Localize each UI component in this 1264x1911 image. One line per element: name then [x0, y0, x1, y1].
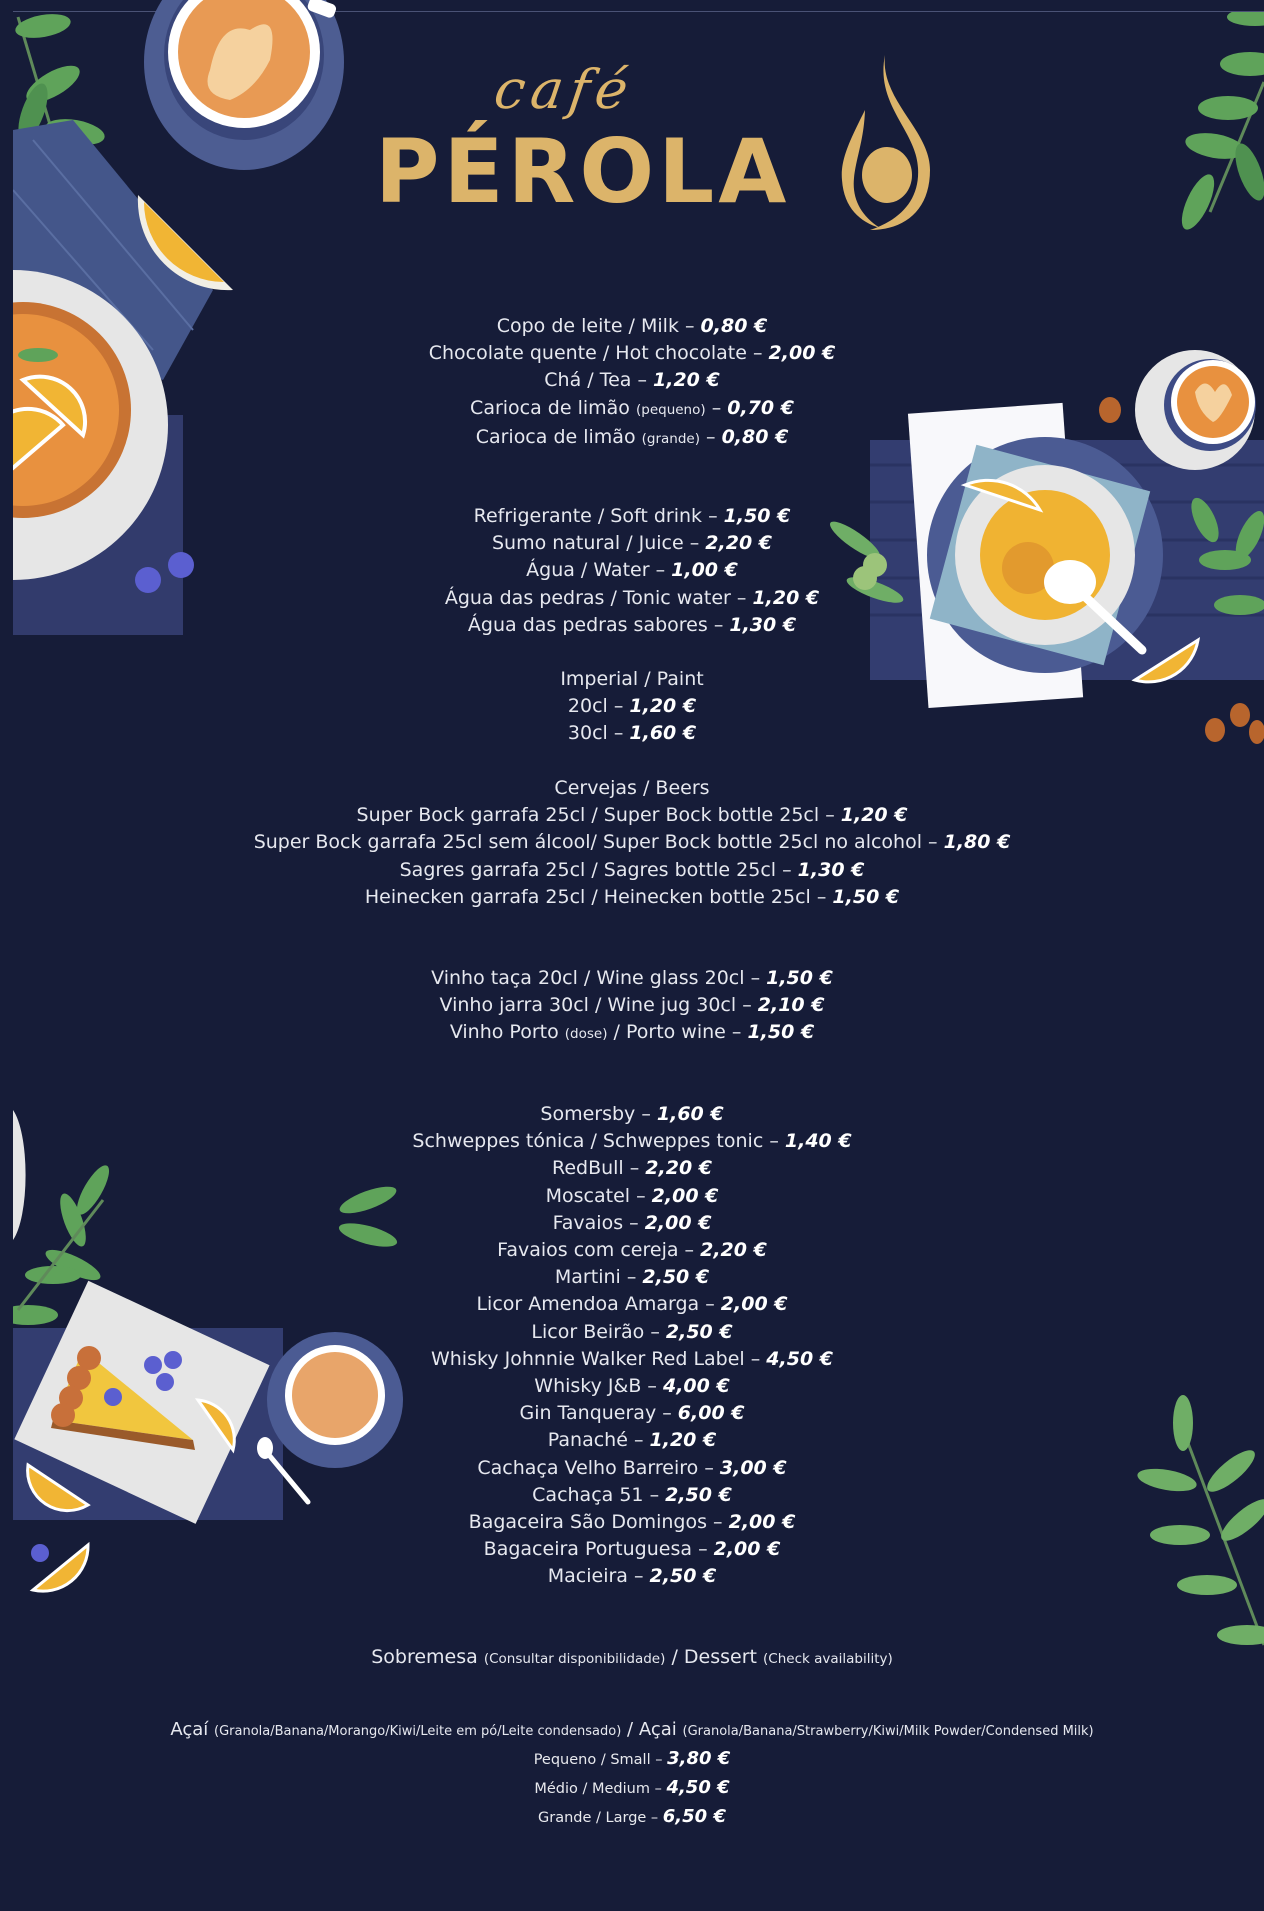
item-price: 1,00 €: [671, 559, 738, 582]
acai-title: Açaí (Granola/Banana/Morango/Kiwi/Leite em pó/Leite condensado) / Açai (Granola/Banana/Strawberry/Kiwi/Milk Powder/Condensed Milk): [170, 1719, 1094, 1740]
menu-item: Bagaceira Portuguesa – 2,00 €: [483, 1538, 781, 1561]
item-price: 1,60 €: [656, 1103, 724, 1125]
item-price: 2,00 €: [651, 1184, 719, 1207]
item-price: 1,20 €: [649, 1429, 717, 1452]
item-price: 2,00 €: [720, 1293, 788, 1316]
pearl-drop-icon: [830, 50, 940, 240]
menu-item: Carioca de limão (pequeno) – 0,70 €: [470, 396, 794, 419]
menu-item: Whisky J&B – 4,00 €: [534, 1375, 730, 1398]
item-price: 1,50 €: [832, 885, 900, 908]
item-price: 0,70 €: [727, 396, 794, 419]
dessert-line: Sobremesa (Consultar disponibilidade) / Dessert (Check availability): [371, 1646, 893, 1668]
item-price: 2,10 €: [757, 994, 825, 1017]
section-dessert: [0, 1644, 1264, 1673]
section-soft-drinks: [0, 503, 1264, 639]
item-price: 2,50 €: [642, 1266, 710, 1289]
item-price: 2,20 €: [705, 532, 773, 555]
menu-item: Super Bock garrafa 25cl sem álcool/ Super Bock bottle 25cl no alcohol – 1,80 €: [253, 831, 1011, 854]
cafe-perola-logo: [375, 50, 945, 240]
menu-item: Super Bock garrafa 25cl / Super Bock bottle 25cl – 1,20 €: [356, 804, 908, 827]
menu-item: Licor Beirão – 2,50 €: [531, 1320, 733, 1343]
section-beers: [0, 775, 1264, 911]
menu-item: Cachaça 51 – 2,50 €: [532, 1483, 732, 1506]
item-price: 1,30 €: [729, 613, 797, 636]
item-price: 0,80 €: [721, 425, 789, 448]
item-price: 2,00 €: [728, 1511, 796, 1534]
menu-item: Vinho Porto (dose) / Porto wine – 1,50 €: [449, 1021, 815, 1044]
menu-item: Somersby – 1,60 €: [540, 1103, 724, 1125]
item-price: 1,50 €: [747, 1021, 815, 1044]
menu-item: Panaché – 1,20 €: [547, 1429, 717, 1452]
item-price: 2,50 €: [649, 1565, 717, 1588]
section-draft-beer: [0, 666, 1264, 748]
menu-item: Licor Amendoa Amarga – 2,00 €: [476, 1293, 788, 1316]
leaf-branch-top-right-icon: [1170, 12, 1264, 232]
menu-item: Chocolate quente / Hot chocolate – 2,00 €: [428, 342, 836, 365]
menu-item: Schweppes tónica / Schweppes tonic – 1,40 €: [412, 1130, 852, 1153]
item-price: 2,20 €: [700, 1239, 767, 1262]
item-price: 1,50 €: [723, 505, 791, 527]
item-price: 1,20 €: [653, 369, 720, 392]
item-price: 2,50 €: [665, 1320, 733, 1343]
latte-cup-icon: [140, 0, 350, 175]
menu-item: Macieira – 2,50 €: [547, 1565, 717, 1588]
menu-item: 30cl – 1,60 €: [567, 722, 697, 745]
item-price: 6,50 €: [662, 1806, 726, 1827]
menu-item: Refrigerante / Soft drink – 1,50 €: [473, 505, 791, 527]
item-price: 1,20 €: [629, 695, 697, 718]
menu-item: Vinho taça 20cl / Wine glass 20cl – 1,50 €: [431, 967, 833, 989]
menu-item: Whisky Johnnie Walker Red Label – 4,50 €: [430, 1347, 834, 1370]
item-price: 0,80 €: [700, 315, 768, 337]
menu-item: Favaios – 2,00 €: [552, 1211, 712, 1234]
menu-item: Chá / Tea – 1,20 €: [544, 369, 720, 392]
menu-item: Água das pedras / Tonic water – 1,20 €: [444, 586, 820, 609]
logo-script-text: café: [490, 58, 638, 121]
acai-size-item: Pequeno / Small – 3,80 €: [533, 1748, 731, 1769]
item-price: 2,20 €: [645, 1157, 713, 1180]
menu-item: 20cl – 1,20 €: [567, 695, 697, 718]
acai-size-item: Médio / Medium – 4,50 €: [534, 1777, 730, 1798]
menu-item: Vinho jarra 30cl / Wine jug 30cl – 2,10 €: [439, 994, 825, 1017]
item-price: 3,80 €: [667, 1748, 731, 1769]
item-price: 1,80 €: [943, 831, 1011, 854]
item-price: 2,00 €: [713, 1538, 781, 1561]
menu-item: Heinecken garrafa 25cl / Heinecken bottle 25cl – 1,50 €: [364, 885, 900, 908]
item-price: 4,50 €: [766, 1347, 834, 1370]
menu-item: Moscatel – 2,00 €: [545, 1184, 719, 1207]
item-price: 6,00 €: [677, 1402, 745, 1425]
item-price: 4,00 €: [662, 1375, 730, 1398]
section-wine: [0, 965, 1264, 1049]
item-price: 1,20 €: [840, 804, 908, 827]
menu-item: Sagres garrafa 25cl / Sagres bottle 25cl – 1,30 €: [399, 858, 865, 881]
menu-item: Copo de leite / Milk – 0,80 €: [496, 315, 768, 337]
item-price: 2,00 €: [768, 342, 836, 365]
item-price: 1,40 €: [784, 1130, 852, 1153]
section-title: Imperial / Paint: [560, 668, 704, 690]
menu-item: Bagaceira São Domingos – 2,00 €: [468, 1511, 796, 1534]
menu-item: Água das pedras sabores – 1,30 €: [467, 613, 797, 636]
item-price: 3,00 €: [719, 1456, 787, 1479]
menu-item: Sumo natural / Juice – 2,20 €: [491, 532, 773, 555]
item-price: 1,50 €: [766, 967, 833, 989]
item-price: 4,50 €: [666, 1777, 730, 1798]
section-acai: [0, 1717, 1264, 1832]
menu-item: Martini – 2,50 €: [554, 1266, 710, 1289]
item-price: 2,00 €: [644, 1211, 712, 1234]
menu-item: Cachaça Velho Barreiro – 3,00 €: [477, 1456, 787, 1479]
logo-name-text: PÉROLA: [375, 120, 791, 223]
item-price: 1,30 €: [797, 858, 865, 881]
menu-item: Água / Water – 1,00 €: [526, 559, 738, 582]
menu-item: Gin Tanqueray – 6,00 €: [519, 1402, 745, 1425]
section-spirits: [0, 1101, 1264, 1591]
menu-item: Favaios com cereja – 2,20 €: [497, 1239, 767, 1262]
section-title: Cervejas / Beers: [554, 777, 710, 799]
section-hot-drinks: [0, 313, 1264, 453]
item-price: 1,20 €: [752, 586, 820, 609]
item-price: 2,50 €: [665, 1483, 732, 1506]
acai-size-item: Grande / Large – 6,50 €: [538, 1806, 726, 1827]
menu-item: RedBull – 2,20 €: [551, 1157, 713, 1180]
item-price: 1,60 €: [629, 722, 697, 745]
menu-item: Carioca de limão (grande) – 0,80 €: [475, 425, 789, 448]
